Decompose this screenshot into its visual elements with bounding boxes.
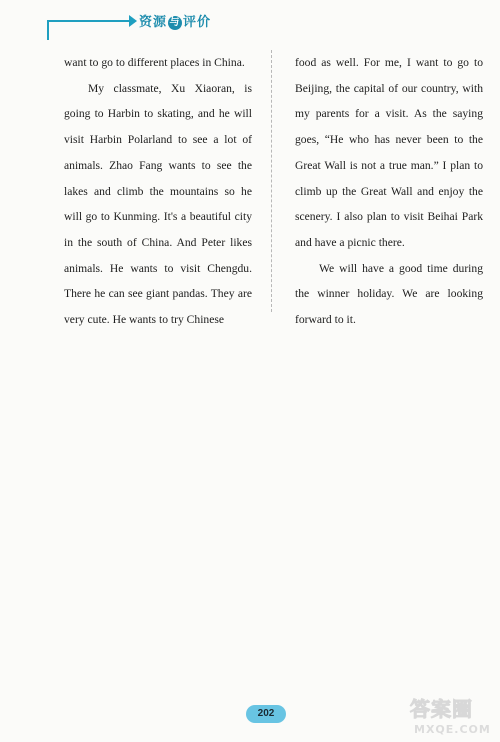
right-text-column (295, 50, 483, 333)
page-number-badge: 202 (246, 705, 286, 723)
paragraph: food as well. For me, I want to go to Beijing, the capital of our country, with my parents for a visit. As the saying goes, “He who has never been to the Great Wall is not a true man.” I plan to climb up the Great Wall and enjoy the scenery. I also plan to visit Beihai Park and have a picnic there. (295, 56, 483, 249)
watermark-glyphs: 答案圈 (410, 697, 473, 721)
header-rule (56, 20, 130, 22)
header-bracket-decoration (47, 20, 56, 40)
paragraph: We will have a good time during the winner holiday. We are looking forward to it. (295, 261, 483, 327)
header-title (139, 11, 211, 30)
arrow-right-icon (129, 15, 137, 27)
paragraph: want to go to different places in China. (64, 56, 245, 69)
header-title-part2: 评价 (183, 15, 212, 30)
column-divider (271, 50, 272, 312)
watermark-logo (410, 698, 496, 740)
paragraph: My classmate, Xu Xiaoran, is going to Harbin to skating, and he will visit Harbin Polarland to see a lot of animals. Zhao Fang wants to see the lakes and climb the mountains so he will go to Kunming. It's a beautiful city in the south of China. And Peter likes animals. He wants to visit Chengdu. There he can see giant pandas. They are very cute. He wants to try Chinese (64, 81, 252, 327)
page-header (47, 12, 307, 40)
left-text-column (64, 50, 252, 333)
header-title-part1: 资源 (139, 15, 168, 30)
watermark-site: MXQE.COM (414, 723, 491, 736)
header-title-mark: 与 (169, 17, 181, 28)
